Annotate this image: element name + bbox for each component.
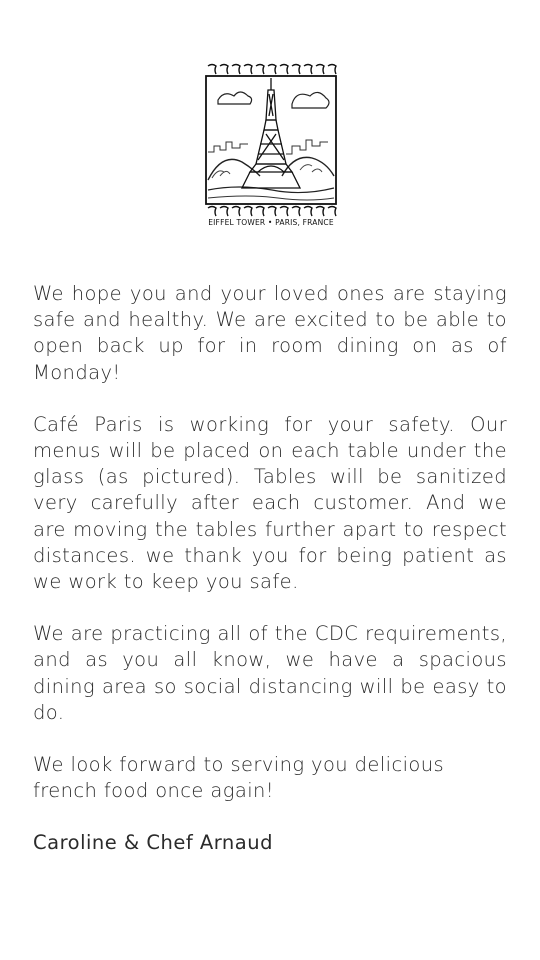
paragraph-closing: We look forward to serving you delicious french food once again! — [33, 753, 445, 803]
eiffel-tower-illustration — [200, 60, 342, 218]
logo-caption: EIFFEL TOWER • PARIS, FRANCE — [208, 218, 334, 227]
letter-body — [33, 281, 507, 857]
eiffel-tower-logo — [200, 60, 342, 238]
paragraph-safety: Café Paris is working for your safety. Our menus will be placed on each table under the glass (as pictured). Tables will be sanitized very carefully after each customer. And we are moving the tables further apart to respect distances. we thank you for being patient as we work to keep you safe. — [33, 412, 507, 594]
paragraph-reopening: We hope you and your loved ones are staying safe and healthy. We are excited to be able to open back up for in room dining on as of Monday! — [33, 282, 507, 384]
paragraph-cdc: We are practicing all of the CDC requirements, and as you all know, we have a spacious dining area so social distancing will be easy to do. — [33, 622, 507, 724]
signature: Caroline & Chef Arnaud — [33, 831, 273, 855]
